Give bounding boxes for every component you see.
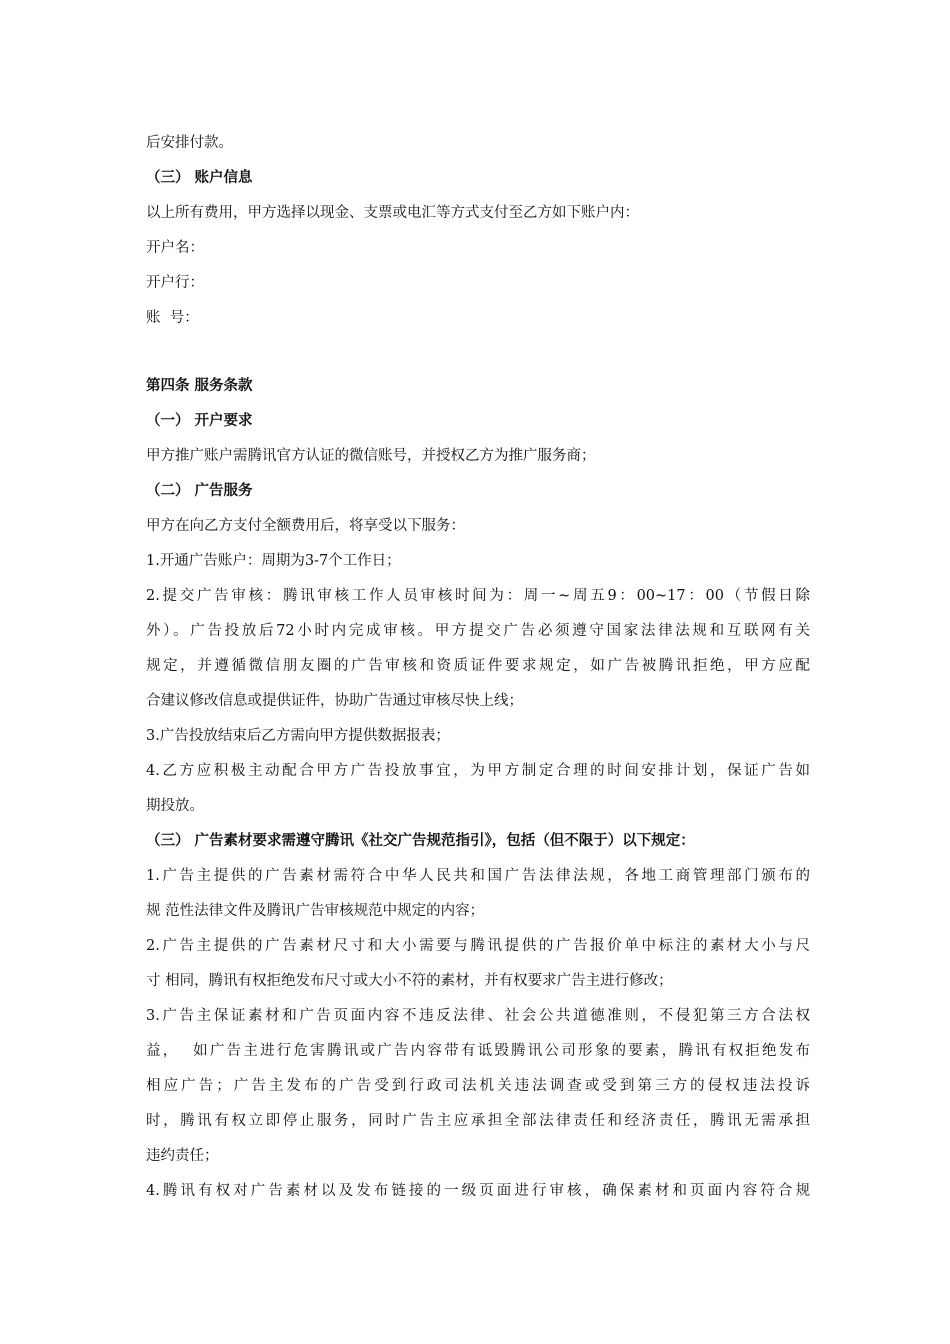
list-item-line: 相应广告；广告主发布的广告受到行政司法机关违法调查或受到第三方的侵权违法投诉 [146,1078,810,1094]
section-heading-ad-service: （二） 广告服务 [146,483,253,499]
list-item-line: 规 范性法律文件及腾讯广告审核规范中规定的内容； [146,903,485,919]
list-item-line: 3.广告主保证素材和广告页面内容不违反法律、社会公共道德准则，不侵犯第三方合法权 [146,1008,810,1024]
list-item-line: 4.腾讯有权对广告素材以及发布链接的一级页面进行审核，确保素材和页面内容符合规 [146,1183,810,1199]
section-heading-account-info: （三） 账户信息 [146,170,253,186]
list-item-line: 时，腾讯有权立即停止服务，同时广告主应承担全部法律责任和经济责任，腾讯无需承担 [146,1113,810,1129]
account-number-field: 账 号： [146,310,199,326]
list-item-line: 寸 相同，腾讯有权拒绝发布尺寸或大小不符的素材，并有权要求广告主进行修改； [146,973,673,989]
list-item-line: 2.提交广告审核：腾讯审核工作人员审核时间为：周一~周五9：00~17：00（节假日除 [146,588,810,604]
section-heading-account-requirements: （一） 开户要求 [146,413,253,429]
document-page [146,126,810,1209]
paragraph-line: 甲方在向乙方支付全额费用后，将享受以下服务： [146,518,465,534]
list-item-line: 1.开通广告账户：周期为3-7个工作日； [146,553,401,569]
list-item-line: 1.广告主提供的广告素材需符合中华人民共和国广告法律法规，各地工商管理部门颁布的 [146,868,810,884]
article-heading-service-terms: 第四条 服务条款 [146,378,253,394]
blank-spacer [146,336,810,369]
list-item-line: 3.广告投放结束后乙方需向甲方提供数据报表； [146,728,450,744]
account-name-field: 开户名： [146,240,204,256]
list-item-line: 2.广告主提供的广告素材尺寸和大小需要与腾讯提供的广告报价单中标注的素材大小与尺 [146,938,810,954]
list-item-line: 4.乙方应积极主动配合甲方广告投放事宜，为甲方制定合理的时间安排计划，保证广告如 [146,763,810,779]
paragraph-line: 甲方推广账户需腾讯官方认证的微信账号，并授权乙方为推广服务商； [146,448,596,464]
section-heading-ad-material: （三） 广告素材要求需遵守腾讯《社交广告规范指引》，包括（但不限于）以下规定： [146,833,695,849]
list-item-line: 益， 如广告主进行危害腾讯或广告内容带有诋毁腾讯公司形象的要素，腾讯有权拒绝发布 [146,1043,810,1059]
list-item-line: 规定，并遵循微信朋友圈的广告审核和资质证件要求规定，如广告被腾讯拒绝，甲方应配 [146,658,810,674]
list-item-line: 外）。广告投放后72小时内完成审核。甲方提交广告必须遵守国家法律法规和互联网有关 [146,623,810,639]
list-item-line: 违约责任； [146,1148,219,1164]
list-item-line: 期投放。 [146,798,204,814]
account-bank-field: 开户行： [146,275,204,291]
list-item-line: 合建议修改信息或提供证件，协助广告通过审核尽快上线； [146,693,523,709]
paragraph-line: 以上所有费用，甲方选择以现金、支票或电汇等方式支付至乙方如下账户内： [146,205,639,221]
paragraph-line: 后安排付款。 [146,135,233,151]
